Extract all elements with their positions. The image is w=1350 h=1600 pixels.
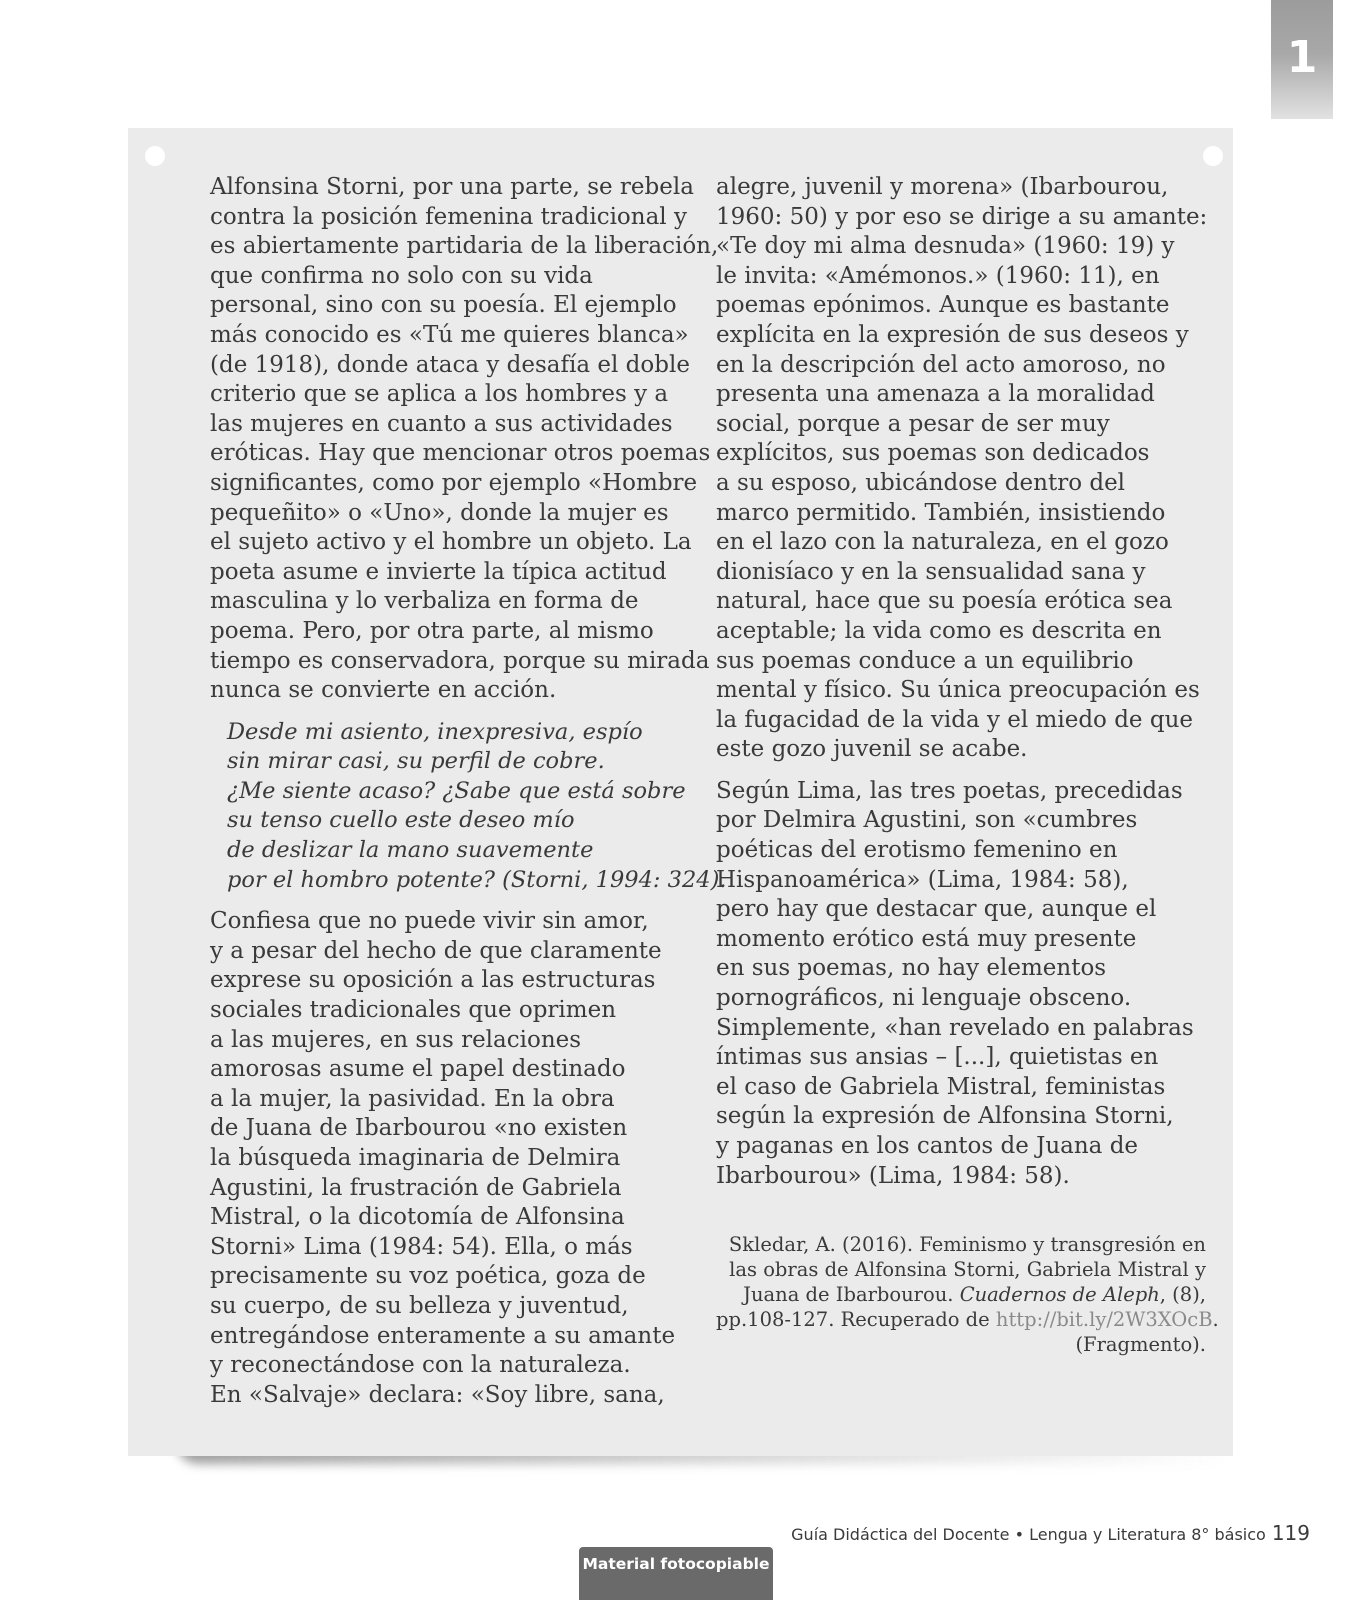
text-line: exprese su oposición a las estructuras bbox=[210, 967, 656, 994]
text-line: el sujeto activo y el hombre un objeto. La bbox=[210, 529, 692, 556]
text-line: las mujeres en cuanto a sus actividades bbox=[210, 410, 673, 437]
text-line: personal, sino con su poesía. El ejemplo bbox=[210, 292, 677, 319]
text-line: y paganas en los cantos de Juana de bbox=[716, 1133, 1139, 1159]
paragraph bbox=[716, 777, 1206, 1191]
text-column-right bbox=[716, 173, 1206, 1191]
text-line: el caso de Gabriela Mistral, feministas bbox=[716, 1073, 1166, 1100]
text-line: eróticas. Hay que mencionar otros poemas bbox=[210, 440, 711, 467]
punch-hole-right bbox=[1203, 146, 1223, 166]
text-line: significantes, como por ejemplo «Hombre bbox=[210, 469, 698, 496]
verse-line: sin mirar casi, su perfil de cobre. bbox=[227, 748, 605, 775]
text-line: y a pesar del hecho de que claramente bbox=[210, 937, 662, 964]
verse-line: ¿Me siente acaso? ¿Sabe que está sobre bbox=[227, 777, 686, 804]
verse-line: Desde mi asiento, inexpresiva, espío bbox=[227, 718, 643, 745]
text-line: (de 1918), donde ataca y desafía el doble bbox=[210, 351, 690, 378]
text-line: amorosas asume el papel destinado bbox=[210, 1056, 626, 1083]
text-line: en el lazo con la naturaleza, en el gozo bbox=[716, 529, 1169, 556]
text-line: Ibarbourou» (Lima, 1984: 58). bbox=[716, 1162, 1070, 1189]
punch-hole-left bbox=[145, 146, 165, 166]
text-line: «Te doy mi alma desnuda» (1960: 19) y bbox=[716, 233, 1175, 260]
text-line: a la mujer, la pasividad. En la obra bbox=[210, 1085, 615, 1112]
text-line: Mistral, o la dicotomía de Alfonsina bbox=[210, 1204, 625, 1231]
page-number: 119 bbox=[1271, 1521, 1310, 1545]
text-line: Según Lima, las tres poetas, precedidas bbox=[716, 777, 1183, 804]
chapter-tab bbox=[1271, 0, 1333, 119]
text-line: poeta asume e invierte la típica actitud bbox=[210, 558, 667, 585]
text-line: pequeñito» o «Uno», donde la mujer es bbox=[210, 499, 669, 526]
text-line: Confiesa que no puede vivir sin amor, bbox=[210, 908, 649, 935]
text-line: y reconectándose con la naturaleza. bbox=[210, 1352, 631, 1379]
page-footer bbox=[700, 1521, 1310, 1545]
text-line: Alfonsina Storni, por una parte, se rebela bbox=[210, 174, 694, 200]
text-card bbox=[128, 128, 1233, 1456]
text-line: pornográficos, ni lenguaje obsceno. bbox=[716, 985, 1132, 1012]
text-line: es abiertamente partidaria de la liberación, bbox=[210, 233, 719, 260]
text-line: por Delmira Agustini, son «cumbres bbox=[716, 807, 1138, 834]
verse-quote bbox=[227, 718, 727, 896]
citation-line: Juana de Ibarbourou. Cuadernos de Aleph, (8), bbox=[743, 1283, 1206, 1306]
text-line: de Juana de Ibarbourou «no existen bbox=[210, 1115, 628, 1142]
text-column-left bbox=[210, 173, 727, 1410]
text-line: alegre, juvenil y morena» (Ibarbourou, bbox=[716, 174, 1169, 200]
text-line: criterio que se aplica a los hombres y a bbox=[210, 381, 669, 408]
text-line: Agustini, la frustración de Gabriela bbox=[210, 1174, 622, 1201]
text-line: mental y físico. Su única preocupación es bbox=[716, 677, 1200, 704]
text-line: aceptable; la vida como es descrita en bbox=[716, 617, 1162, 644]
text-line: momento erótico está muy presente bbox=[716, 925, 1137, 952]
text-line: en sus poemas, no hay elementos bbox=[716, 955, 1107, 982]
text-line: a las mujeres, en sus relaciones bbox=[210, 1026, 582, 1053]
text-line: contra la posición femenina tradicional y bbox=[210, 203, 687, 230]
text-line: explícitos, sus poemas son dedicados bbox=[716, 440, 1150, 467]
text-line: tiempo es conservadora, porque su mirada bbox=[210, 647, 710, 674]
text-line: la fugacidad de la vida y el miedo de que bbox=[716, 706, 1194, 733]
text-line: a su esposo, ubicándose dentro del bbox=[716, 469, 1126, 496]
text-line: precisamente su voz poética, goza de bbox=[210, 1263, 646, 1290]
text-line: 1960: 50) y por eso se dirige a su amante: bbox=[716, 203, 1208, 230]
text-line: la búsqueda imaginaria de Delmira bbox=[210, 1145, 621, 1171]
text-line: En «Salvaje» declara: «Soy libre, sana, bbox=[210, 1381, 665, 1408]
citation-line: Skledar, A. (2016). Feminismo y transgresión en bbox=[728, 1233, 1206, 1256]
text-line: social, porque a pesar de ser muy bbox=[716, 410, 1110, 437]
citation-line: pp.108-127. Recuperado de http://bit.ly/2W3XOcB. bbox=[716, 1308, 1219, 1331]
footer-guide-text: Guía Didáctica del Docente • Lengua y Literatura 8° básico bbox=[791, 1525, 1266, 1544]
verse-line: de deslizar la mano suavemente bbox=[227, 837, 594, 864]
citation-line: las obras de Alfonsina Storni, Gabriela Mistral y bbox=[729, 1258, 1206, 1281]
verse-line: su tenso cuello este deseo mío bbox=[227, 807, 575, 834]
text-line: según la expresión de Alfonsina Storni, bbox=[716, 1103, 1174, 1130]
chapter-number: 1 bbox=[1286, 32, 1318, 83]
text-line: explícita en la expresión de sus deseos y bbox=[716, 321, 1189, 348]
text-line: que confirma no solo con su vida bbox=[210, 262, 593, 289]
text-line: sus poemas conduce a un equilibrio bbox=[716, 647, 1134, 674]
text-line: pero hay que destacar que, aunque el bbox=[716, 896, 1157, 923]
text-line: este gozo juvenil se acabe. bbox=[716, 736, 1028, 763]
text-line: presenta una amenaza a la moralidad bbox=[716, 381, 1155, 408]
photocopy-label: Material fotocopiable bbox=[579, 1547, 773, 1600]
source-citation bbox=[716, 1232, 1219, 1357]
text-line: sociales tradicionales que oprimen bbox=[210, 997, 617, 1024]
verse-line: por el hombro potente? (Storni, 1994: 324). bbox=[227, 866, 727, 893]
text-line: su cuerpo, de su belleza y juventud, bbox=[210, 1292, 629, 1319]
text-line: más conocido es «Tú me quieres blanca» bbox=[210, 321, 689, 348]
text-line: masculina y lo verbaliza en forma de bbox=[210, 588, 639, 615]
text-line: Simplemente, «han revelado en palabras bbox=[716, 1014, 1194, 1041]
paragraph bbox=[210, 173, 719, 706]
source-link[interactable]: http://bit.ly/2W3XOcB bbox=[995, 1308, 1213, 1331]
text-line: íntimas sus ansias – [...], quietistas en bbox=[716, 1044, 1159, 1071]
text-line: entregándose enteramente a su amante bbox=[210, 1322, 676, 1349]
paragraph bbox=[210, 907, 690, 1410]
text-line: poéticas del erotismo femenino en bbox=[716, 837, 1118, 864]
text-line: poema. Pero, por otra parte, al mismo bbox=[210, 617, 654, 644]
citation-line: (Fragmento). bbox=[1075, 1333, 1206, 1356]
paragraph bbox=[716, 173, 1206, 765]
journal-title: Cuadernos de Aleph bbox=[959, 1283, 1160, 1306]
text-line: nunca se convierte en acción. bbox=[210, 677, 557, 704]
text-line: dionisíaco y en la sensualidad sana y bbox=[716, 558, 1146, 585]
text-line: Hispanoamérica» (Lima, 1984: 58), bbox=[716, 866, 1129, 893]
text-line: poemas epónimos. Aunque es bastante bbox=[716, 292, 1170, 319]
text-line: le invita: «Amémonos.» (1960: 11), en bbox=[716, 262, 1160, 289]
text-line: Storni» Lima (1984: 54). Ella, o más bbox=[210, 1233, 633, 1260]
text-line: natural, hace que su poesía erótica sea bbox=[716, 588, 1173, 615]
text-line: en la descripción del acto amoroso, no bbox=[716, 351, 1166, 378]
text-line: marco permitido. También, insistiendo bbox=[716, 499, 1166, 526]
